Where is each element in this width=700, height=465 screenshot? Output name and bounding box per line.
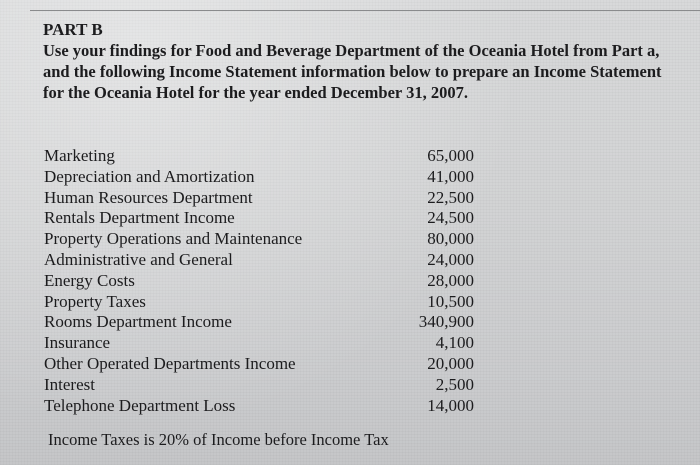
line-item (44, 271, 484, 292)
line-item-value: 28,000 (427, 270, 474, 290)
line-item-label: Human Resources Department (44, 187, 253, 207)
line-item (44, 312, 484, 333)
line-item-value: 340,900 (418, 312, 474, 332)
line-item (44, 354, 484, 375)
line-item-value: 24,000 (427, 249, 474, 269)
line-item-label: Telephone Department Loss (44, 395, 236, 415)
line-item (44, 167, 484, 188)
line-item (44, 146, 484, 167)
instructions-line: Use your findings for Food and Beverage Department of the Oceania Hotel from Part a, (43, 41, 660, 60)
line-item-label: Rentals Department Income (44, 208, 235, 228)
line-item-value: 20,000 (427, 353, 474, 373)
line-item-label: Energy Costs (44, 270, 135, 290)
line-item-label: Depreciation and Amortization (44, 166, 255, 186)
line-item-label: Insurance (44, 333, 111, 353)
line-item (44, 292, 484, 313)
line-item (44, 208, 484, 229)
line-item-label: Administrative and General (44, 249, 233, 269)
instructions-line: for the Oceania Hotel for the year ended December 31, 2007. (43, 83, 468, 102)
line-item (44, 188, 484, 209)
line-item-label: Marketing (44, 146, 115, 165)
line-item (44, 375, 484, 396)
line-item-value: 2,500 (435, 374, 474, 394)
instructions-line: and the following Income Statement information below to prepare an Income Statement (43, 62, 662, 81)
line-item-value: 65,000 (427, 146, 474, 165)
line-item (44, 250, 484, 271)
line-item-value: 24,500 (427, 208, 474, 228)
line-item (44, 229, 484, 250)
line-item-value: 41,000 (427, 166, 474, 186)
line-item-value: 10,500 (427, 291, 474, 311)
line-item-value: 80,000 (427, 229, 474, 249)
section-title: PART B (43, 20, 103, 39)
income-statement-items (44, 146, 484, 416)
line-item-label: Property Operations and Maintenance (44, 229, 303, 249)
line-item-value: 22,500 (427, 187, 474, 207)
line-item-value: 4,100 (435, 333, 474, 353)
line-item (44, 396, 484, 417)
top-divider (30, 10, 700, 11)
line-item-value: 14,000 (427, 395, 474, 415)
line-item-label: Interest (44, 374, 95, 394)
line-item-label: Other Operated Departments Income (44, 353, 296, 373)
line-item-label: Property Taxes (44, 291, 146, 311)
instructions-paragraph (43, 40, 693, 103)
line-item-label: Rooms Department Income (44, 312, 232, 332)
line-item (44, 333, 484, 354)
tax-note: Income Taxes is 20% of Income before Income Tax (48, 430, 389, 449)
